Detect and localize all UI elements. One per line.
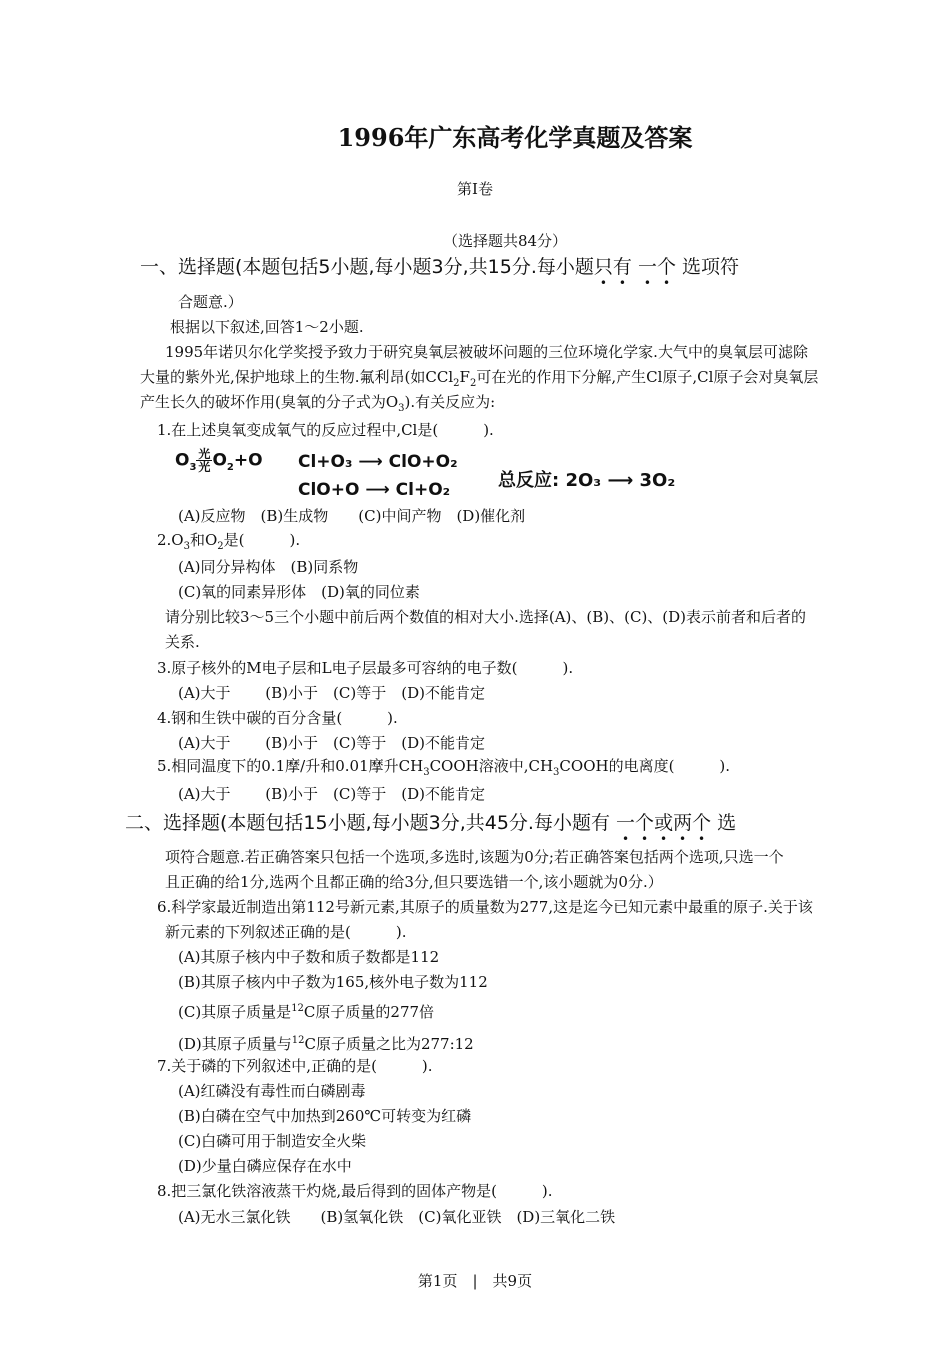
question-7-stem: 7.关于磷的下列叙述中,正确的是( ). (157, 1057, 433, 1075)
question-1-options: (A)反应物 (B)生成物 (C)中间产物 (D)催化剂 (178, 507, 526, 525)
question-4-options: (A)大于 (B)小于 (C)等于 (D)不能肯定 (178, 734, 485, 752)
section2-heading (125, 808, 736, 835)
question-6-option-d: (D)其原子质量与$^{12}$C原子质量之比为277:12 (178, 1035, 474, 1053)
question-2-options-2: (C)氧的同素异形体 (D)氧的同位素 (178, 583, 420, 601)
section2-cont-2: 且正确的给1分,选两个且都正确的给3分,但只要选错一个,该小题就为0分.） (165, 873, 663, 891)
emphasis-char: 个 (656, 256, 676, 278)
question-3-options: (A)大于 (B)小于 (C)等于 (D)不能肯定 (178, 684, 485, 702)
question-6-option-a: (A)其原子核内中子数和质子数都是112 (178, 948, 440, 966)
page-title: 1996年广东高考化学真题及答案 (337, 123, 693, 152)
section2-heading-tail: 选 (717, 812, 737, 834)
question-6-stem-1: 6.科学家最近制造出第112号新元素,其原子的质量数为277,这是迄今已知元素中最重的原子.关于该 (157, 898, 813, 916)
section1-heading-tail: 选项符 (682, 256, 740, 278)
emphasis-char: 个 (692, 812, 712, 834)
question-7-option-c: (C)白磷可用于制造安全火柴 (178, 1132, 367, 1150)
equation-1: $O_3$ $\frac{\text{光}}{\text{光}}$ $O_2+O$ (175, 447, 263, 474)
intro-q3-5-line-2: 关系. (165, 633, 200, 651)
equation-2: Cl+O₃ ⟶ ClO+O₂ (298, 452, 458, 472)
emphasis-char: 只 (593, 256, 613, 278)
page-footer: 第1页 | 共9页 (417, 1272, 533, 1290)
question-7-option-d: (D)少量白磷应保存在水中 (178, 1157, 352, 1175)
section1-heading (140, 252, 739, 279)
section2-cont-1: 项符合题意.若正确答案只包括一个选项,多选时,该题为0分;若正确答案包括两个选项,只选一个 (165, 848, 784, 866)
emphasis-char: 个 (635, 812, 655, 834)
volume-label: 第I卷 (457, 180, 493, 198)
section1-heading-text: 一、选择题(本题包括5小题,每小题3分,共15分.每小题 (140, 256, 594, 278)
emphasis-char: 两 (673, 812, 693, 834)
volume-note: （选择题共84分） (442, 232, 568, 250)
section2-heading-text: 二、选择题(本题包括15小题,每小题3分,共45分.每小题有 (125, 812, 610, 834)
question-3-stem: 3.原子核外的M电子层和L电子层最多可容纳的电子数( ). (157, 659, 574, 677)
question-5-options: (A)大于 (B)小于 (C)等于 (D)不能肯定 (178, 785, 485, 803)
intro-q3-5-line-1: 请分别比较3～5三个小题中前后两个数值的相对大小.选择(A)、(B)、(C)、(D)表示前者和后者的 (165, 608, 807, 626)
question-2-stem: $2.O_3$和$O_2$是( ). (157, 531, 301, 552)
passage-line-1: 1995年诺贝尔化学奖授予致力于研究臭氧层被破坏问题的三位环境化学家.大气中的臭氧层可滤除 (165, 343, 808, 361)
question-7-option-a: (A)红磷没有毒性而白磷剧毒 (178, 1082, 366, 1100)
question-5-stem: 5.相同温度下的0.1摩/升和0.01摩升$CH_3COOH$溶液中$,CH_3COOH$的电离度( ). (157, 757, 731, 778)
question-2-options-1: (A)同分异构体 (B)同系物 (178, 558, 359, 576)
emphasis-char: 一 (616, 812, 636, 834)
question-4-stem: 4.钢和生铁中碳的百分含量( ). (157, 709, 398, 727)
passage-line-3: 产生长久的破坏作用(臭氧的分子式为$O_3$).有关反应为: (140, 393, 496, 414)
question-6-option-b: (B)其原子核内中子数为165,核外电子数为112 (178, 973, 488, 991)
equation-3: ClO+O ⟶ Cl+O₂ (298, 480, 451, 500)
emphasis-char: 或 (654, 812, 674, 834)
section1-heading-cont: 合题意.） (178, 293, 243, 311)
emphasis-char: 有 (612, 256, 632, 278)
question-6-option-c: (C)其原子质量是$^{12}$C原子质量的277倍 (178, 1003, 435, 1021)
question-7-option-b: (B)白磷在空气中加热到260℃可转变为红磷 (178, 1107, 472, 1125)
intro-q1-2: 根据以下叙述,回答1～2小题. (170, 318, 364, 336)
question-6-stem-2: 新元素的下列叙述正确的是( ). (165, 923, 407, 941)
question-1-stem: 1.在上述臭氧变成氧气的反应过程中,Cl是( ). (157, 421, 494, 439)
emphasis-char: 一 (637, 256, 657, 278)
equation-total: 总反应: 2O₃ ⟶ 3O₂ (498, 470, 676, 491)
question-8-options: (A)无水三氯化铁 (B)氢氧化铁 (C)氧化亚铁 (D)三氧化二铁 (178, 1208, 616, 1226)
question-8-stem: 8.把三氯化铁溶液蒸干灼烧,最后得到的固体产物是( ). (157, 1182, 553, 1200)
passage-line-2: 大量的紫外光,保护地球上的生物.氟利昂(如$CCl_2F_2$可在光的作用下分解,产生Cl原子,Cl原子会对臭氧层 (140, 368, 819, 389)
